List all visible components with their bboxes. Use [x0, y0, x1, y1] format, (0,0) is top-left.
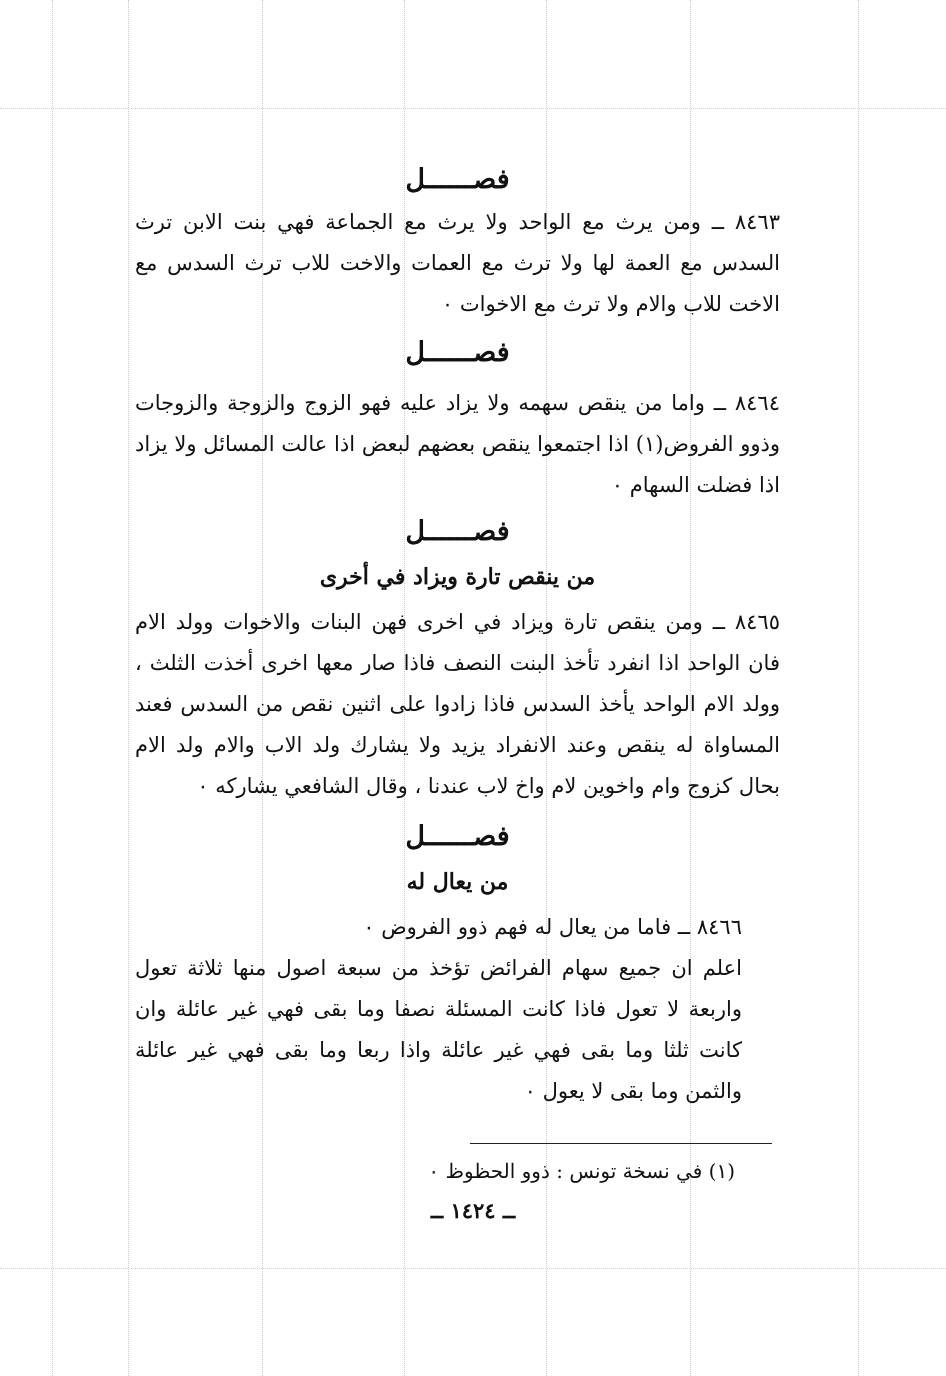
paragraph-8463: ٨٤٦٣ ــ ومن يرث مع الواحد ولا يرث مع الجماعة فهي بنت الابن ترث السدس مع العمة لها ولا ترث مع العمات والاخت للاب ترث السدس مع الاخت للاب والام ولا ترث مع الاخوات ٠: [135, 210, 780, 316]
section-subheading: من يعال له: [406, 869, 509, 895]
page-number: ــ ١٤٢٤ ــ: [430, 1198, 516, 1223]
paragraph-8464: ٨٤٦٤ ــ واما من ينقص سهمه ولا يزاد عليه فهو الزوج والزوجة والزوجات وذوو الفروض(١) اذا اجتمعوا ينقص بعضهم لبعض اذا عالت المسائل ولا يزاد اذا فضلت السهام ٠: [135, 391, 780, 497]
scan-guide-line: [52, 0, 53, 1376]
paragraph-explanation: اعلم ان جميع سهام الفرائض تؤخذ من سبعة اصول منها ثلاثة تعول واربعة لا تعول فاذا كانت المسئلة نصفا وما بقى فهي غير عائلة وان كانت ثلثا وما بقى فهي غير عائلة واذا ربعا وما بقى فهي غير عائلة والثمن وما بقى لا يعول ٠: [135, 956, 742, 1103]
section-heading: فصــــــل: [405, 516, 510, 547]
section-subheading: من ينقص تارة ويزاد في أخرى: [319, 564, 596, 590]
footnote: (١) في نسخة تونس : ذوو الحظوظ ٠: [428, 1159, 735, 1183]
scan-guide-line: [128, 0, 129, 1376]
paragraph-8465: ٨٤٦٥ ــ ومن ينقص تارة ويزاد في اخرى فهن البنات والاخوات وولد الام فان الواحد اذا انفرد تأخذ البنت النصف فاذا صار معها اخرى أخذت الثلث ، وولد الام الواحد يأخذ السدس فاذا زادوا على اثنين نقص من السدس فعند المساواة له ينقص وعند الانفراد يزيد ولا يشارك ولد الاب والام ولد الام بحال كزوج وام واخوين لام واخ لاب عندنا ، وقال الشافعي يشاركه ٠: [135, 610, 780, 798]
section-heading: فصــــــل: [405, 164, 510, 195]
section-heading: فصــــــل: [405, 821, 510, 852]
section-heading: فصــــــل: [405, 337, 510, 368]
main-text: [135, 160, 780, 1112]
paragraph-8466: ٨٤٦٦ ــ فاما من يعال له فهم ذوو الفروض ٠: [363, 915, 742, 939]
scan-guide-line: [858, 0, 859, 1376]
scan-guide-line: [0, 108, 946, 109]
footnote-divider: [470, 1143, 772, 1144]
scan-guide-line: [0, 1268, 946, 1269]
